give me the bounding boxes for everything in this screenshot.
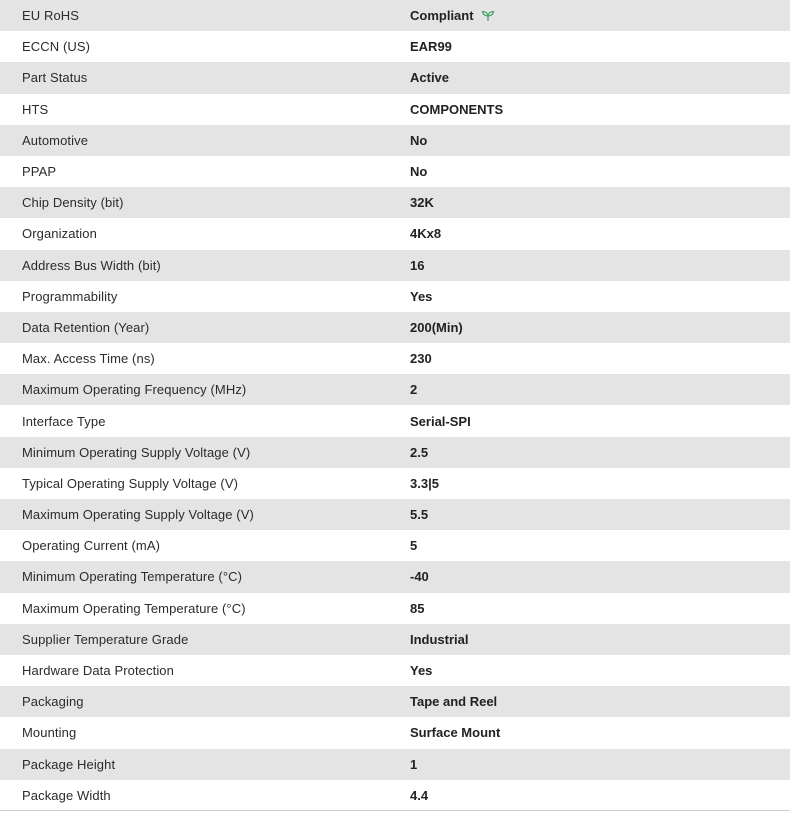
spec-label: Package Height	[22, 756, 116, 772]
spec-value: Serial-SPI	[410, 413, 471, 429]
spec-label: ECCN (US)	[22, 39, 91, 55]
spec-row-organization	[0, 218, 790, 249]
spec-row-eu-rohs	[0, 0, 790, 31]
spec-row-packaging	[0, 686, 790, 717]
spec-row-package-width	[0, 780, 790, 811]
spec-label: Typical Operating Supply Voltage (V)	[22, 475, 239, 491]
spec-label: Minimum Operating Supply Voltage (V)	[22, 444, 251, 460]
spec-value: Active	[410, 70, 450, 86]
spec-row-hts	[0, 94, 790, 125]
spec-row-data-retention	[0, 312, 790, 343]
spec-value: 32K	[410, 195, 434, 211]
spec-value: Industrial	[410, 631, 469, 647]
spec-row-automotive	[0, 125, 790, 156]
spec-row-interface-type	[0, 405, 790, 436]
spec-label: Automotive	[22, 132, 89, 148]
spec-row-ppap	[0, 156, 790, 187]
spec-value: 16	[410, 257, 425, 273]
spec-label: Operating Current (mA)	[22, 538, 161, 554]
spec-label: Maximum Operating Temperature (°C)	[22, 600, 246, 616]
spec-label: Part Status	[22, 70, 88, 86]
spec-label: Hardware Data Protection	[22, 663, 174, 679]
spec-row-max-operating-temperature	[0, 593, 790, 624]
spec-value: Tape and Reel	[410, 694, 498, 710]
spec-row-max-operating-frequency	[0, 374, 790, 405]
spec-label: Programmability	[22, 288, 118, 304]
spec-label: Package Width	[0, 780, 410, 811]
spec-row-max-access-time	[0, 343, 790, 374]
rohs-leaf-icon	[481, 10, 495, 22]
spec-label: Mounting	[22, 725, 77, 741]
spec-label: Packaging	[22, 694, 84, 710]
spec-row-chip-density	[0, 187, 790, 218]
spec-row-package-height	[0, 749, 790, 780]
spec-value: 4Kx8	[410, 226, 442, 242]
spec-row-typical-supply-voltage	[0, 468, 790, 499]
spec-label: Interface Type	[22, 413, 106, 429]
spec-label: Data Retention (Year)	[22, 319, 150, 335]
spec-value: Surface Mount	[410, 725, 501, 741]
spec-value: COMPONENTS	[410, 101, 504, 117]
spec-row-mounting	[0, 717, 790, 748]
spec-value: Yes	[410, 288, 433, 304]
spec-row-operating-current	[0, 530, 790, 561]
spec-row-eccn	[0, 31, 790, 62]
spec-value: 5	[410, 538, 418, 554]
spec-value: 5.5	[410, 507, 429, 523]
spec-label: Maximum Operating Supply Voltage (V)	[22, 507, 254, 523]
spec-value: 230	[410, 351, 432, 367]
spec-row-programmability	[0, 281, 790, 312]
spec-label: Organization	[22, 226, 97, 242]
spec-value: EAR99	[410, 39, 452, 55]
spec-value-cell	[410, 0, 790, 31]
spec-label: Maximum Operating Frequency (MHz)	[22, 382, 247, 398]
spec-value: No	[410, 132, 428, 148]
spec-row-temperature-grade	[0, 624, 790, 655]
spec-value: -40	[410, 569, 429, 585]
spec-label: Max. Access Time (ns)	[22, 351, 155, 367]
spec-value: Yes	[410, 663, 433, 679]
spec-value: 1	[410, 756, 418, 772]
spec-label: Chip Density (bit)	[22, 195, 124, 211]
spec-label: HTS	[22, 101, 49, 117]
spec-label: Minimum Operating Temperature (°C)	[22, 569, 243, 585]
spec-value: 2	[410, 382, 418, 398]
spec-label: Address Bus Width (bit)	[22, 257, 161, 273]
spec-value: 85	[410, 600, 425, 616]
spec-row-min-operating-temperature	[0, 561, 790, 592]
spec-row-min-supply-voltage	[0, 437, 790, 468]
spec-value: Compliant	[410, 7, 474, 23]
spec-label: Supplier Temperature Grade	[22, 631, 189, 647]
spec-row-max-supply-voltage	[0, 499, 790, 530]
spec-row-address-bus-width	[0, 250, 790, 281]
spec-value: 3.3|5	[410, 475, 439, 491]
spec-label: EU RoHS	[22, 7, 80, 23]
spec-value: 4.4	[410, 780, 790, 811]
spec-row-part-status	[0, 62, 790, 93]
spec-label: PPAP	[22, 164, 57, 180]
spec-row-hardware-data-protection	[0, 655, 790, 686]
spec-value: No	[410, 164, 428, 180]
spec-value: 200(Min)	[410, 319, 463, 335]
spec-value: 2.5	[410, 444, 429, 460]
